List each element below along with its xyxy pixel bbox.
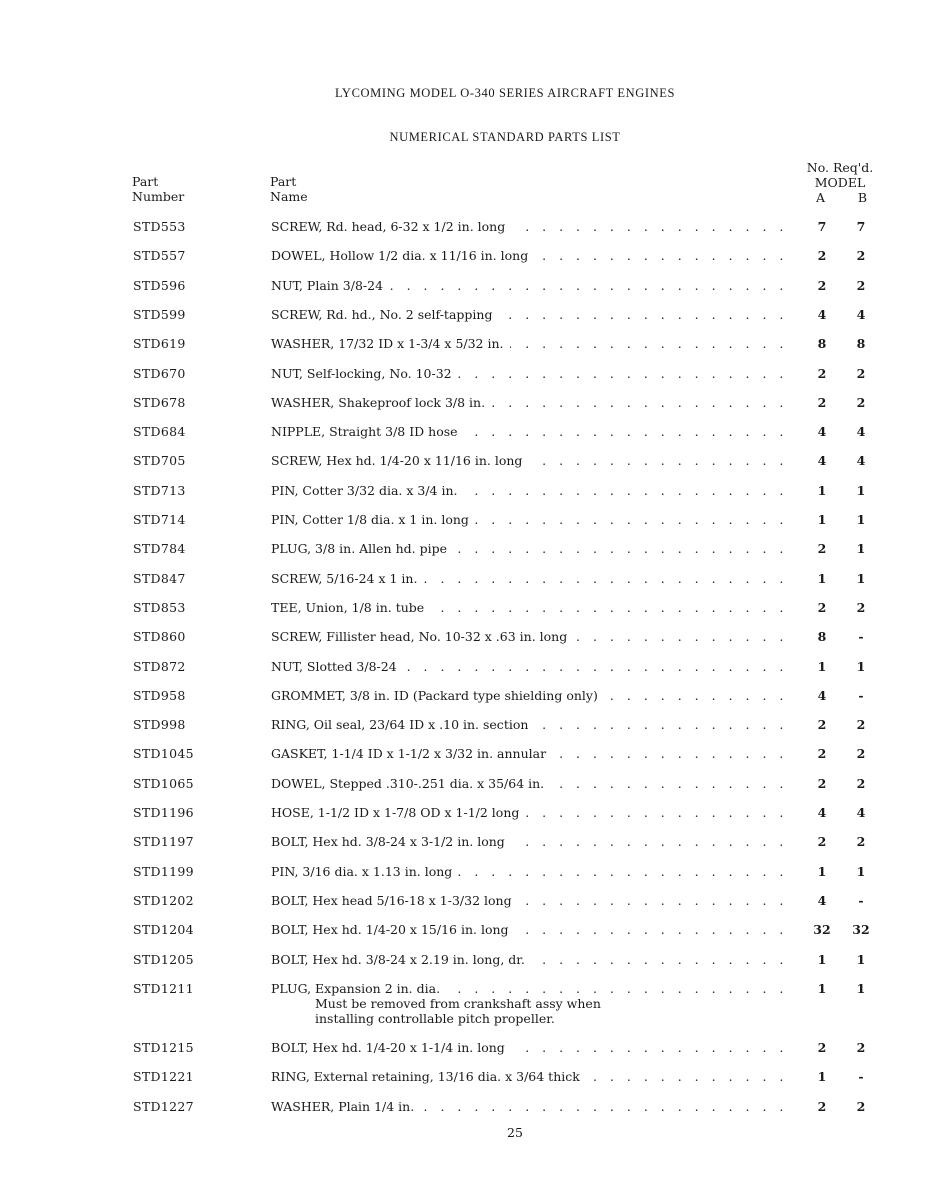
part-number: STD670 — [133, 365, 186, 381]
part-name-cell — [271, 600, 791, 615]
part-name-cell — [271, 688, 791, 703]
part-name-cell — [271, 453, 791, 468]
column-header-part-name-line2: Name — [270, 189, 308, 204]
part-name: PLUG, 3/8 in. Allen hd. pipe — [271, 541, 453, 556]
part-name: SCREW, Rd. head, 6-32 x 1/2 in. long — [271, 219, 511, 234]
qty-model-b: 2 — [856, 277, 866, 293]
qty-model-a: 2 — [817, 365, 827, 381]
qty-model-a: 4 — [817, 687, 827, 703]
part-name-cell — [271, 278, 791, 293]
part-name: BOLT, Hex hd. 1/4-20 x 1-1/4 in. long — [271, 1040, 511, 1055]
part-number: STD553 — [133, 219, 186, 234]
part-name-cell — [271, 717, 791, 732]
qty-model-a: 4 — [817, 892, 827, 908]
qty-model-b: 1 — [856, 951, 866, 967]
part-name: WASHER, Shakeproof lock 3/8 in. — [271, 395, 491, 410]
part-number: STD596 — [133, 277, 186, 293]
page-number: 25 — [507, 1125, 523, 1140]
part-number: STD847 — [133, 570, 186, 586]
part-name: HOSE, 1-1/2 ID x 1-7/8 OD x 1-1/2 long — [271, 805, 525, 820]
qty-model-b: 2 — [856, 248, 866, 264]
qty-model-b: - — [858, 629, 864, 645]
qty-model-b: 2 — [856, 1040, 866, 1056]
part-name-cell — [271, 922, 791, 937]
qty-model-b: 2 — [856, 365, 866, 381]
part-name: BOLT, Hex hd. 3/8-24 x 2.19 in. long, dr. — [271, 952, 531, 967]
qty-model-b: 2 — [856, 717, 866, 733]
part-name: RING, External retaining, 13/16 dia. x 3/64 thick — [271, 1069, 586, 1084]
part-name-cell — [271, 659, 791, 674]
qty-model-b: 8 — [856, 336, 866, 352]
part-number: STD784 — [133, 541, 186, 557]
part-name-cell — [271, 776, 791, 791]
part-name: NUT, Self-locking, No. 10-32 — [271, 366, 458, 381]
part-number: STD714 — [133, 512, 186, 527]
part-number: STD599 — [133, 306, 186, 322]
qty-model-b: 7 — [856, 219, 866, 234]
part-number: STD860 — [133, 629, 186, 645]
part-name: NUT, Slotted 3/8-24 — [271, 659, 403, 674]
part-name-cell — [271, 395, 791, 410]
qty-model-a: 1 — [817, 658, 827, 674]
qty-model-a: 8 — [817, 336, 827, 352]
document-title: LYCOMING MODEL O-340 SERIES AIRCRAFT ENGINES — [334, 86, 676, 100]
part-number: STD705 — [133, 453, 186, 469]
part-number: STD1215 — [133, 1040, 194, 1056]
qty-model-b: 4 — [856, 306, 866, 322]
qty-model-a: 1 — [817, 570, 827, 586]
part-note: Must be removed from crankshaft assy when installing controllable pitch propeller. — [315, 995, 601, 1026]
part-name-cell — [271, 805, 791, 820]
qty-model-a: 1 — [817, 980, 827, 996]
column-header-model-a: A — [816, 190, 826, 205]
part-name: PIN, Cotter 3/32 dia. x 3/4 in. — [271, 483, 464, 498]
part-name-cell — [271, 981, 791, 996]
qty-model-a: 2 — [817, 775, 827, 791]
part-number: STD853 — [133, 599, 186, 615]
qty-model-a: 2 — [817, 277, 827, 293]
part-name-cell — [271, 366, 791, 381]
qty-model-b: 2 — [856, 599, 866, 615]
part-name: BOLT, Hex hd. 1/4-20 x 15/16 in. long — [271, 922, 515, 937]
part-number: STD1205 — [133, 951, 194, 967]
part-name: TEE, Union, 1/8 in. tube — [271, 600, 430, 615]
qty-model-b: 2 — [856, 775, 866, 791]
qty-model-a: 32 — [813, 922, 831, 938]
qty-model-b: 32 — [852, 922, 870, 938]
part-name: WASHER, Plain 1/4 in. — [271, 1099, 420, 1114]
part-name-cell — [271, 336, 791, 351]
part-name-cell — [271, 483, 791, 498]
part-name: PLUG, Expansion 2 in. dia. — [271, 981, 446, 996]
qty-model-a: 1 — [817, 951, 827, 967]
part-name-cell — [271, 746, 791, 761]
qty-model-b: - — [858, 687, 864, 703]
qty-model-b: 1 — [856, 863, 866, 879]
part-name: PIN, 3/16 dia. x 1.13 in. long — [271, 864, 458, 879]
qty-model-a: 2 — [817, 717, 827, 733]
part-number: STD713 — [133, 482, 186, 498]
part-name: SCREW, Hex hd. 1/4-20 x 11/16 in. long — [271, 453, 528, 468]
part-name: SCREW, Rd. hd., No. 2 self-tapping — [271, 307, 498, 322]
part-number: STD1221 — [133, 1069, 194, 1085]
column-header-part-number-line1: Part — [132, 174, 159, 189]
part-name-cell — [271, 571, 791, 586]
qty-model-a: 2 — [817, 599, 827, 615]
part-number: STD678 — [133, 394, 186, 410]
part-name: DOWEL, Stepped .310-.251 dia. x 35/64 in. — [271, 776, 550, 791]
qty-model-a: 2 — [817, 834, 827, 850]
qty-model-a: 4 — [817, 453, 827, 469]
qty-model-b: 2 — [856, 394, 866, 410]
part-name: WASHER, 17/32 ID x 1-3/4 x 5/32 in. — [271, 336, 510, 351]
part-number: STD619 — [133, 336, 186, 352]
qty-model-b: 2 — [856, 834, 866, 850]
part-name: NUT, Plain 3/8-24 — [271, 278, 389, 293]
qty-model-b: 1 — [856, 512, 866, 527]
part-name-cell — [271, 541, 791, 556]
qty-model-b: 1 — [856, 570, 866, 586]
qty-model-a: 2 — [817, 746, 827, 762]
part-name-cell — [271, 307, 791, 322]
part-number: STD998 — [133, 717, 186, 733]
column-header-part-name-line1: Part — [270, 174, 297, 189]
part-name: BOLT, Hex head 5/16-18 x 1-3/32 long — [271, 893, 518, 908]
qty-model-a: 2 — [817, 1098, 827, 1114]
qty-model-b: - — [858, 1069, 864, 1085]
qty-model-b: 4 — [856, 453, 866, 469]
part-name: GROMMET, 3/8 in. ID (Packard type shielding only) — [271, 688, 604, 703]
part-name-cell — [271, 629, 791, 644]
qty-model-a: 1 — [817, 1069, 827, 1085]
part-number: STD557 — [133, 248, 186, 264]
part-number: STD1197 — [133, 834, 194, 850]
column-header-model-b: B — [857, 190, 867, 205]
qty-model-a: 8 — [817, 629, 827, 645]
qty-model-a: 1 — [817, 482, 827, 498]
qty-model-b: 4 — [856, 424, 866, 440]
part-name-cell — [271, 952, 791, 967]
qty-model-a: 4 — [817, 805, 827, 820]
part-number: STD1196 — [133, 805, 194, 820]
part-name: BOLT, Hex hd. 3/8-24 x 3-1/2 in. long — [271, 834, 511, 849]
part-name-cell — [271, 893, 791, 908]
part-number: STD958 — [133, 687, 186, 703]
qty-model-a: 7 — [817, 219, 827, 234]
qty-model-a: 4 — [817, 424, 827, 440]
part-name-cell — [271, 1099, 791, 1114]
column-header-model: MODEL — [814, 175, 866, 190]
part-name: GASKET, 1-1/4 ID x 1-1/2 x 3/32 in. annular — [271, 746, 552, 761]
part-name-cell — [271, 424, 791, 439]
qty-model-b: 2 — [856, 746, 866, 762]
qty-model-b: - — [858, 892, 864, 908]
column-header-part-number-line2: Number — [132, 189, 185, 204]
qty-model-b: 2 — [856, 1098, 866, 1114]
qty-model-b: 1 — [856, 980, 866, 996]
part-name-cell — [271, 248, 791, 263]
document-subtitle: NUMERICAL STANDARD PARTS LIST — [389, 130, 621, 144]
column-header-quantity-line1: No. Req'd. — [806, 160, 874, 175]
qty-model-a: 4 — [817, 306, 827, 322]
part-number: STD872 — [133, 658, 186, 674]
part-number: STD1211 — [133, 980, 194, 996]
part-number: STD684 — [133, 424, 186, 440]
qty-model-a: 2 — [817, 541, 827, 557]
part-name: PIN, Cotter 1/8 dia. x 1 in. long — [271, 512, 475, 527]
part-name-cell — [271, 1069, 791, 1084]
part-name-cell — [271, 834, 791, 849]
qty-model-b: 1 — [856, 658, 866, 674]
part-name-cell — [271, 1040, 791, 1055]
qty-model-a: 2 — [817, 394, 827, 410]
part-name: SCREW, 5/16-24 x 1 in. — [271, 571, 423, 586]
qty-model-a: 1 — [817, 863, 827, 879]
part-name: SCREW, Fillister head, No. 10-32 x .63 in. long — [271, 629, 573, 644]
part-number: STD1065 — [133, 775, 194, 791]
part-number: STD1204 — [133, 922, 194, 938]
qty-model-a: 1 — [817, 512, 827, 527]
part-name-cell — [271, 512, 791, 527]
part-name-cell — [271, 219, 791, 234]
qty-model-b: 1 — [856, 541, 866, 557]
qty-model-a: 2 — [817, 248, 827, 264]
part-number: STD1045 — [133, 746, 194, 762]
part-number: STD1199 — [133, 863, 194, 879]
part-name: RING, Oil seal, 23/64 ID x .10 in. section — [271, 717, 534, 732]
part-name: DOWEL, Hollow 1/2 dia. x 11/16 in. long — [271, 248, 534, 263]
qty-model-b: 1 — [856, 482, 866, 498]
part-number: STD1202 — [133, 892, 194, 908]
part-name-cell — [271, 864, 791, 879]
qty-model-a: 2 — [817, 1040, 827, 1056]
part-number: STD1227 — [133, 1098, 194, 1114]
part-name: NIPPLE, Straight 3/8 ID hose — [271, 424, 464, 439]
qty-model-b: 4 — [856, 805, 866, 820]
